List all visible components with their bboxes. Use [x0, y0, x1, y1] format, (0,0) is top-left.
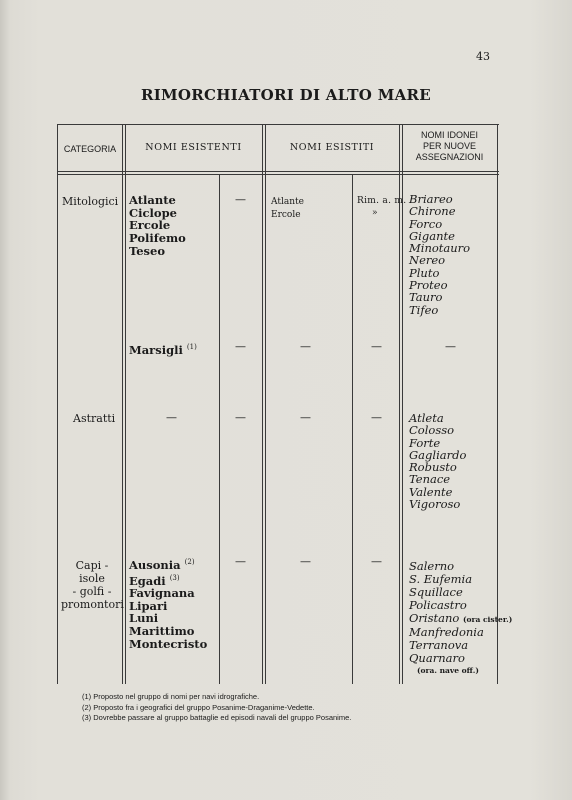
col-divider-1b: [125, 124, 126, 684]
list-item: Tenace: [409, 472, 451, 487]
dash: —: [300, 340, 311, 353]
col-divider-2b: [265, 124, 266, 684]
list-item: Policastro: [409, 598, 467, 612]
list-item: Proteo: [409, 278, 448, 293]
footnote: (1) Proposto nel gruppo di nomi per navi idrografiche.: [82, 692, 260, 701]
dash: —: [371, 340, 382, 353]
dash: —: [371, 411, 382, 424]
footnotes: [82, 692, 351, 724]
marsigli-name: Marsigli: [129, 342, 183, 357]
col-divider-existing: [219, 174, 220, 684]
dash: —: [445, 340, 456, 353]
list-item: Valente: [409, 484, 453, 499]
header-nomi-idonei-line3: ASSEGNAZIONI: [415, 152, 484, 162]
list-item: Chirone: [409, 204, 456, 219]
suitable-names-mitologici: [409, 193, 470, 316]
list-item: Ercole: [129, 218, 171, 233]
list-item: Nereo: [409, 253, 446, 268]
header-nomi-idonei-line2: PER NUOVE: [422, 141, 476, 151]
list-item: Ciclope: [129, 205, 177, 220]
dash: —: [235, 193, 246, 206]
header-nomi-idonei-line1: NOMI IDONEI: [420, 130, 478, 140]
list-item: Manfredonia: [409, 625, 484, 639]
footnote: (2) Proposto fra i geografici del gruppo Posanime-Draganime-Vedette.: [82, 702, 315, 712]
header-nomi-esistenti: NOMI ESISTENTI: [145, 142, 242, 153]
category-capi-isole: [61, 559, 123, 611]
list-item: Minotauro: [409, 241, 471, 256]
table-top-border: [57, 124, 499, 125]
list-item: S. Eufemia: [409, 572, 473, 586]
dash: —: [300, 555, 311, 568]
list-item: Luni: [129, 611, 159, 626]
header-bottom-border-2: [57, 174, 499, 175]
list-item: Colosso: [409, 423, 455, 438]
category-astratti: Astratti: [73, 412, 116, 425]
header-bottom-border: [57, 171, 499, 172]
header-nomi-idonei: [402, 130, 497, 163]
list-item: Polifemo: [129, 231, 186, 246]
dash: —: [235, 340, 246, 353]
header-nomi-esistiti: NOMI ESISTITI: [289, 142, 375, 153]
category-line: Capi - isole: [75, 559, 109, 585]
list-item: Favignana: [129, 586, 195, 601]
item-note: (ora. nave off.): [417, 666, 479, 675]
list-item: Oristano: [409, 611, 460, 625]
existing-names-mitologici: [129, 194, 186, 258]
list-item: Squillace: [409, 585, 463, 599]
list-item: Briareo: [409, 192, 453, 206]
list-item: Gigante: [409, 228, 455, 243]
dash: —: [235, 411, 246, 424]
existing-names-capi: [129, 556, 207, 651]
col-divider-existed: [352, 174, 353, 684]
list-item: Robusto: [409, 460, 457, 475]
list-item: Ausonia: [129, 557, 181, 572]
dash: —: [371, 555, 382, 568]
suitable-names-astratti: [409, 412, 466, 510]
list-item: Lipari: [129, 598, 168, 613]
footnote-ref: (2): [184, 558, 195, 566]
list-item: Teseo: [129, 243, 166, 258]
existed-names-mitologici: [271, 196, 304, 222]
suitable-names-capi: [409, 560, 512, 675]
col-divider-3b: [402, 124, 403, 684]
list-item: Atleta: [409, 411, 444, 425]
list-item: Tauro: [409, 290, 443, 305]
category-mitologici: Mitologici: [62, 195, 119, 208]
dash: —: [235, 555, 246, 568]
footnote-ref: (1): [186, 343, 197, 351]
list-item: Tifeo: [409, 302, 439, 317]
dash: —: [166, 411, 177, 424]
list-item: Forco: [409, 216, 443, 231]
col-divider-2: [262, 124, 263, 684]
list-item: Ercole: [271, 210, 301, 220]
list-item: Atlante: [271, 197, 304, 207]
list-item: Egadi: [129, 573, 166, 588]
list-item: Atlante: [129, 193, 176, 207]
list-item: Salerno: [409, 559, 455, 573]
list-item: Marittimo: [129, 624, 195, 639]
ditto-mark: »: [372, 208, 378, 218]
list-item: Vigoroso: [409, 497, 461, 512]
existing-name-marsigli: [129, 341, 197, 357]
list-item: Forte: [409, 435, 441, 450]
page-title: RIMORCHIATORI DI ALTO MARE: [140, 86, 432, 104]
category-line: - golfi -: [72, 585, 112, 598]
col-divider-left: [57, 124, 58, 684]
header-categoria: CATEGORIA: [63, 144, 117, 154]
page-number: 43: [476, 50, 490, 63]
list-item: Montecristo: [129, 636, 208, 651]
item-note: (ora cister.): [462, 615, 513, 624]
footnote: (3) Dovrebbe passare al gruppo battaglie ed episodi navali del gruppo Posanime.: [82, 713, 352, 723]
col-divider-3: [399, 124, 400, 684]
category-line: promontori: [61, 598, 124, 611]
list-item: Pluto: [409, 265, 440, 280]
footnote-ref: (3): [169, 573, 180, 582]
list-item: Quarnaro: [409, 651, 465, 665]
dash: —: [300, 411, 311, 424]
list-item: Terranova: [409, 638, 469, 652]
list-item: Gagliardo: [409, 447, 467, 462]
existed-note-mitologici: Rim. a. m.: [357, 196, 407, 206]
